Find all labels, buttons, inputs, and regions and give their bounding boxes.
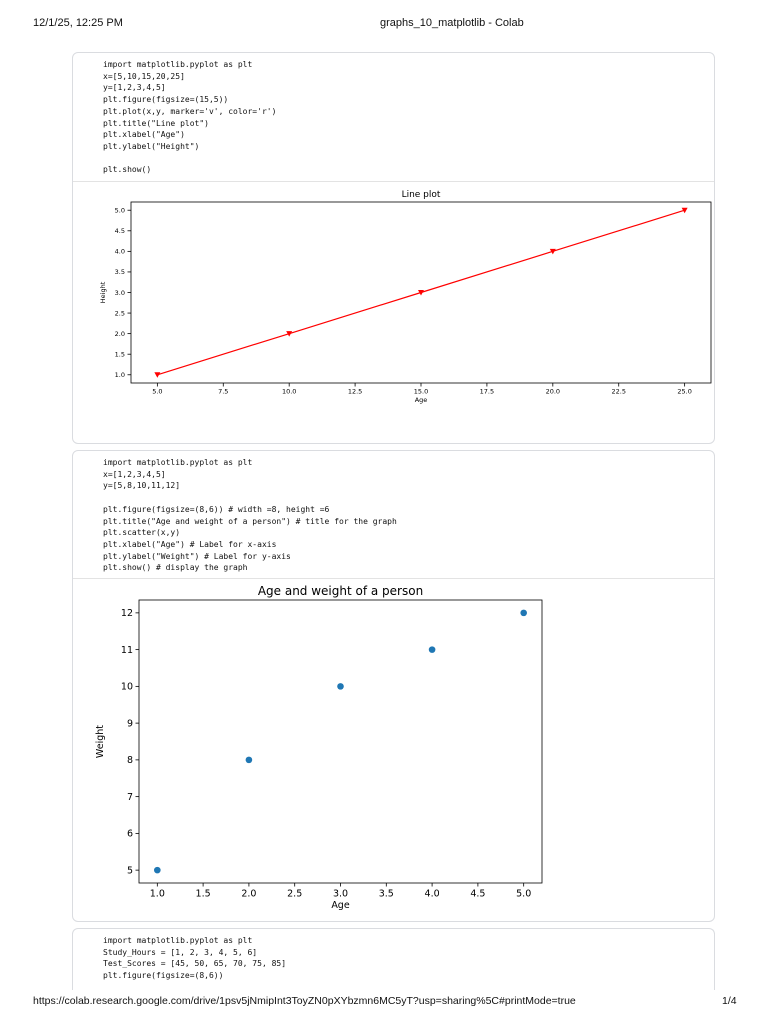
notebook-cell-3[interactable] <box>72 928 715 990</box>
cell-output-divider <box>73 578 714 579</box>
y-axis-label: Height <box>99 281 107 304</box>
x-tick-label: 22.5 <box>611 387 626 396</box>
x-tick-label: 25.0 <box>677 387 692 396</box>
y-tick-label: 6 <box>126 828 133 840</box>
y-tick-label: 12 <box>120 608 133 620</box>
y-tick-label: 10 <box>120 681 133 693</box>
y-tick-label: 3.0 <box>114 288 125 297</box>
data-point <box>429 646 436 653</box>
cell-output-divider <box>73 181 714 182</box>
y-tick-label: 5 <box>126 865 133 877</box>
axes-frame <box>139 600 542 883</box>
x-tick-label: 15.0 <box>413 387 429 396</box>
x-tick-label: 17.5 <box>479 387 495 396</box>
print-page-number: 1/4 <box>722 995 737 1007</box>
y-tick-label: 1.0 <box>114 371 125 380</box>
data-point <box>154 867 161 874</box>
y-axis-label: Weight <box>95 724 106 759</box>
data-point <box>337 683 344 690</box>
scatter-plot-chart <box>73 581 714 916</box>
y-tick-label: 4.5 <box>114 227 125 236</box>
y-tick-label: 1.5 <box>114 350 125 359</box>
y-tick-label: 2.5 <box>114 309 125 318</box>
y-tick-label: 4.0 <box>114 247 125 256</box>
code-block[interactable]: import matplotlib.pyplot as plt x=[1,2,3,4,5] y=[5,8,10,11,12] plt.figure(figsize=(8,6)) # width =8, height =6 plt.title("Age and weight of a person") # title for the graph plt.scatter(x,y) plt.xlabel("Age") # Label for x-axis plt.ylabel("Weight") # Label for y-axis plt.show() # display the graph <box>103 458 397 573</box>
notebook-cell-1[interactable] <box>72 52 715 444</box>
y-tick-label: 3.5 <box>114 268 125 277</box>
y-tick-label: 7 <box>126 791 133 803</box>
x-tick-label: 1.5 <box>195 888 211 900</box>
line-plot-chart <box>73 183 714 413</box>
x-tick-label: 4.0 <box>424 888 440 900</box>
x-tick-label: 5.0 <box>152 387 163 396</box>
code-block[interactable]: import matplotlib.pyplot as plt x=[5,10,15,20,25] y=[1,2,3,4,5] plt.figure(figsize=(15,5)) plt.plot(x,y, marker='v', color='r') plt.title("Line plot") plt.xlabel("Age") plt.ylabel("Height") plt.show() <box>103 60 277 175</box>
x-tick-label: 5.0 <box>516 888 532 900</box>
x-axis-label: Age <box>414 396 428 404</box>
x-tick-label: 4.5 <box>470 888 486 900</box>
x-tick-label: 2.5 <box>287 888 303 900</box>
print-datetime: 12/1/25, 12:25 PM <box>33 17 123 29</box>
y-tick-label: 9 <box>126 718 133 730</box>
x-tick-label: 3.5 <box>378 888 394 900</box>
x-tick-label: 2.0 <box>241 888 257 900</box>
notebook-cell-2[interactable] <box>72 450 715 922</box>
x-tick-label: 3.0 <box>332 888 349 900</box>
data-point-marker <box>154 372 160 378</box>
y-tick-label: 2.0 <box>114 329 125 338</box>
print-url: https://colab.research.google.com/drive/1psv5jNmipInt3ToyZN0pXYbzmn6MC5yT?usp=sharing%5C#printMode=true <box>33 995 576 1007</box>
print-page-title: graphs_10_matplotlib - Colab <box>380 17 524 29</box>
code-block[interactable]: import matplotlib.pyplot as plt Study_Hours = [1, 2, 3, 4, 5, 6] Test_Scores = [45, 50, 65, 70, 75, 85] plt.figure(figsize=(8,6)) <box>103 936 287 981</box>
x-tick-label: 12.5 <box>347 387 363 396</box>
y-tick-label: 5.0 <box>114 206 125 215</box>
y-tick-label: 11 <box>120 644 133 656</box>
x-tick-label: 7.5 <box>218 387 229 396</box>
x-tick-label: 10.0 <box>281 387 297 396</box>
data-point <box>520 610 527 617</box>
chart-title: Line plot <box>401 190 441 200</box>
x-axis-label: Age <box>331 900 350 911</box>
x-tick-label: 20.0 <box>545 387 561 396</box>
x-tick-label: 1.0 <box>149 888 165 900</box>
y-tick-label: 8 <box>126 755 133 767</box>
data-point <box>246 757 253 764</box>
chart-title: Age and weight of a person <box>257 584 424 598</box>
